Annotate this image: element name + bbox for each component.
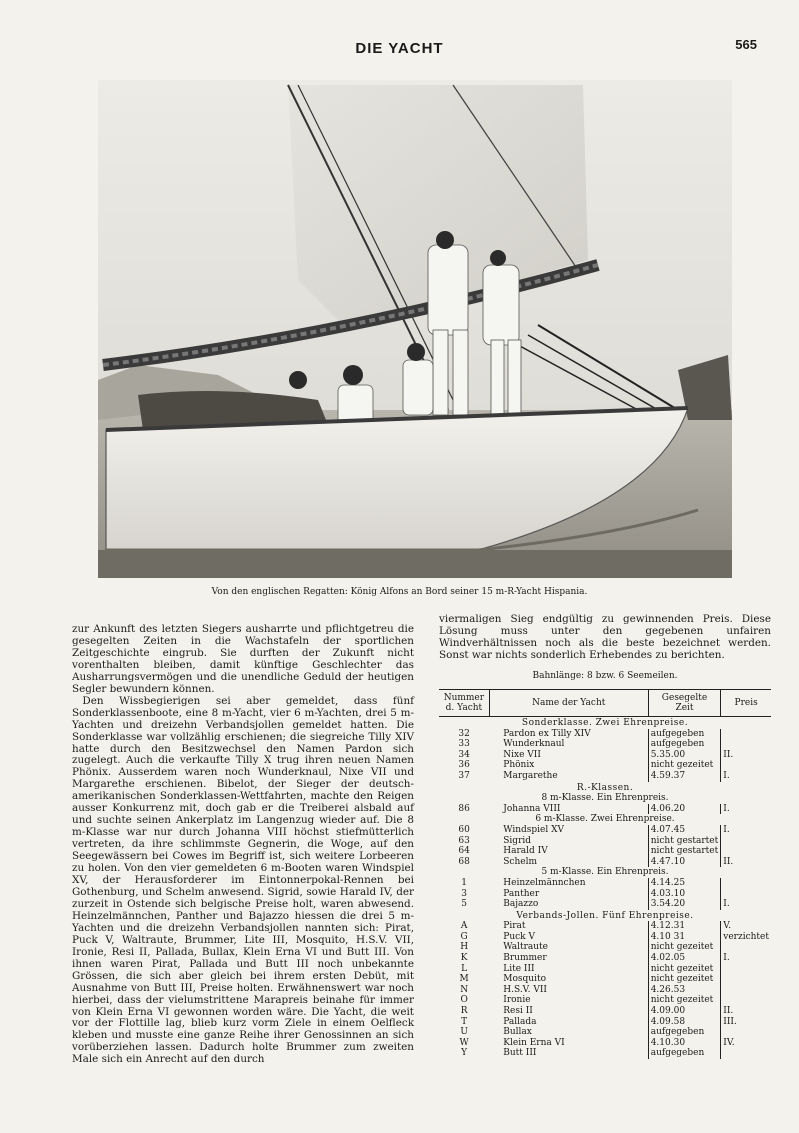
table-row [439, 899, 771, 910]
yacht-name: Resi II [503, 1006, 533, 1017]
running-header-title: DIE YACHT [355, 40, 444, 57]
prize-cell: IV. [721, 1038, 771, 1049]
table-row [439, 825, 771, 836]
page-number: 565 [735, 37, 757, 52]
prize-cell [721, 739, 771, 750]
left-column-text [72, 624, 414, 1066]
prize-cell [721, 889, 771, 900]
yacht-number: 60 [458, 824, 470, 835]
yacht-number: 68 [458, 856, 470, 867]
yacht-name: Nixe VII [503, 749, 541, 760]
prize-cell: verzichtet [721, 932, 771, 943]
prize-cell [721, 985, 771, 996]
sailed-time: 5.35.00 [648, 750, 721, 761]
yacht-number: 5 [461, 899, 467, 910]
prize-cell: I. [721, 804, 771, 815]
subclass-heading-row [439, 793, 771, 804]
table-row [439, 1017, 771, 1028]
yacht-name: Schelm [503, 856, 538, 867]
sailed-time: nicht gezeitet [648, 964, 721, 975]
table-row [439, 889, 771, 900]
prize-cell: I. [721, 825, 771, 836]
table-row [439, 942, 771, 953]
sailed-time: 4.09.00 [648, 1006, 721, 1017]
class-heading: Verbands-Jollen. Fünf Ehrenpreise. [516, 910, 694, 921]
table-row [439, 1048, 771, 1059]
prize-cell [721, 729, 771, 740]
table-row [439, 1027, 771, 1038]
table-row [439, 836, 771, 847]
table-row [439, 760, 771, 771]
sailed-time: nicht gezeitet [648, 995, 721, 1006]
class-heading: 5 m-Klasse. Ein Ehrenpreis. [541, 867, 669, 878]
results-table [439, 689, 771, 1059]
table-row [439, 953, 771, 964]
results-body [439, 717, 771, 1060]
right-column-intro: viermaligen Sieg endgültig zu gewinnenden Preis. Diese Lösung muss unter den gegebenen unfairen Windverhältnissen noch als die beste bezeichnet werden. Sonst war nichts sonderlich Erhebendes zu berichten. [439, 613, 771, 661]
yacht-number: U [460, 1027, 468, 1038]
sailed-time: nicht gestartet [648, 846, 721, 857]
prize-cell [721, 995, 771, 1006]
yacht-name: Brummer [503, 953, 547, 964]
header-time: Gesegelte Zeit [648, 690, 721, 717]
sailed-time: 4.12.31 [648, 921, 721, 932]
class-heading: R.-Klassen. [576, 782, 634, 793]
table-row [439, 729, 771, 740]
yacht-number: 64 [458, 846, 470, 857]
yacht-name: Pallada [503, 1016, 537, 1027]
yacht-number: 1 [461, 877, 467, 888]
sailed-time: 4.10 31 [648, 932, 721, 943]
yacht-number: O [460, 995, 468, 1006]
prize-cell [721, 1048, 771, 1059]
sailed-time: 4.09.58 [648, 1017, 721, 1028]
sailed-time: 3.54.20 [648, 899, 721, 910]
header-prize: Preis [721, 690, 771, 717]
yacht-name: Harald IV [503, 846, 548, 857]
yacht-number: H [460, 942, 469, 953]
sailed-time: nicht gezeitet [648, 760, 721, 771]
yacht-number: 33 [458, 739, 470, 750]
prize-cell [721, 974, 771, 985]
yacht-number: M [459, 974, 469, 985]
sailed-time: 4.06.20 [648, 804, 721, 815]
prize-cell: I. [721, 953, 771, 964]
yacht-name: Bullax [503, 1027, 532, 1038]
prize-cell: II. [721, 1006, 771, 1017]
yacht-number: A [460, 921, 468, 932]
prize-cell [721, 760, 771, 771]
prize-cell [721, 836, 771, 847]
yacht-name: Sigrid [503, 835, 532, 846]
prize-cell: III. [721, 1017, 771, 1028]
sailed-time: 4.10.30 [648, 1038, 721, 1049]
yacht-number: 37 [458, 770, 470, 781]
yacht-number: N [460, 984, 469, 995]
table-row [439, 804, 771, 815]
yacht-number: Y [461, 1048, 468, 1059]
table-row [439, 771, 771, 782]
yacht-number: T [461, 1016, 468, 1027]
table-row [439, 995, 771, 1006]
yacht-name: Windspiel XV [503, 824, 565, 835]
yacht-number: 36 [458, 760, 470, 771]
sailed-time: 4.47.10 [648, 857, 721, 868]
yacht-name: Waltraute [503, 942, 549, 953]
yacht-name: Wunderknaul [503, 739, 565, 750]
yacht-name: Mosquito [503, 974, 546, 985]
prize-cell: I. [721, 771, 771, 782]
prize-cell [721, 1027, 771, 1038]
table-row [439, 739, 771, 750]
table-row [439, 985, 771, 996]
yacht-name: H.S.V. VII [503, 984, 547, 995]
sailed-time: 4.59.37 [648, 771, 721, 782]
yacht-name: Puck V [503, 931, 535, 942]
yacht-name: Panther [503, 888, 540, 899]
yacht-number: 86 [458, 803, 470, 814]
prize-cell: II. [721, 750, 771, 761]
sailed-time: 4.02.05 [648, 953, 721, 964]
class-heading-row [439, 717, 771, 729]
sailed-time: aufgegeben [648, 739, 721, 750]
sailed-time: 4.14.25 [648, 878, 721, 889]
sailed-time: 4.03.10 [648, 889, 721, 900]
yacht-name: Lite III [503, 963, 535, 974]
yacht-name: Ironie [503, 995, 531, 1006]
yacht-name: Johanna VIII [503, 803, 561, 814]
table-header-row [439, 690, 771, 717]
class-heading: 6 m-Klasse. Zwei Ehrenpreise. [535, 814, 675, 825]
yacht-photo [98, 80, 732, 578]
paragraph: Den Wissbegierigen sei aber gemeldet, dass fünf Sonderklassenboote, eine 8 m-Yacht, vier 6 m-Yachten, drei 5 m-Yachten und dreizehn Verbandsjollen gemeldet hatten. Die Sonderklasse war vollzählig erschienen; die siegreiche Tilly XIV hatte durch den Besitzwechsel den Namen Pardon sich zugelegt. Auch die verkaufte Tilly X trug ihren neuen Namen Phönix. Ausserdem waren noch Wunderknaul, Nixe VII und Margarethe erschienen. Bibelot, der Sieger der deutsch-amerikanischen Sonderklassen-Wettfahrten, machte den Reigen ausser Konkurrenz mit, doch gab er die Treiberei alsbald auf und suchte seinen Ankerplatz im Langenzug wieder auf. Die 8 m-Klasse war nur durch Johanna VIII höchst stiefmütterlich vertreten, da ihre schlimmste Gegnerin, die Woge, auf den Seegewässern bei Cowes im Begriff ist, sich weitere Lorbeeren zu holen. Von den vier gemeldeten 6 m-Booten waren Windspiel XV, der Herausforderer im Eintonnerpokal-Rennen bei Gothenburg, und Schelm anwesend. Sigrid, sowie Harald IV, der zurzeit in Ostende sich belgische Preise holt, waren abwesend. Heinzelmännchen, Panther und Bajazzo hiessen die drei 5 m-Yachten und die dreizehn Verbandsjollen nannten sich: Pirat, Puck V, Waltraute, Brummer, Lite III, Mosquito, H.S.V. VII, Ironie, Resi II, Pallada, Bullax, Klein Erna VI und Butt III. Von ihnen waren Pirat, Pallada und Butt III noch unbekannte Grössen, die sich aber gleich bei ihrem ersten Debüt, mit Ausnahme von Butt III, Preise holten. Erwähnenswert war noch hierbei, dass der vielumstrittene Marapreis beinahe für immer von Klein Erna VI gewonnen worden wäre. Die Yacht, die weit vor der Flottille lag, blieb kurz vorm Ziele in einem Oelfleck kleben und musste eine ganze Reihe ihrer Genossinnen an sich vorüberziehen lassen. Dadurch holte Brummer zum zweiten Male sich ein Anrecht auf den durch [72, 694, 414, 1066]
yacht-name: Phönix [503, 760, 535, 771]
yacht-name: Heinzelmännchen [503, 877, 586, 888]
yacht-name: Margarethe [503, 770, 558, 781]
sailed-time: nicht gezeitet [648, 942, 721, 953]
table-row [439, 750, 771, 761]
table-row [439, 846, 771, 857]
yacht-number: K [460, 953, 468, 964]
table-row [439, 857, 771, 868]
prize-cell [721, 878, 771, 889]
yacht-number: 3 [461, 888, 467, 899]
prize-cell: II. [721, 857, 771, 868]
course-length: Bahnlänge: 8 bzw. 6 Seemeilen. [532, 671, 678, 681]
header-name: Name der Yacht [489, 690, 648, 717]
photo-caption: Von den englischen Regatten: König Alfons an Bord seiner 15 m-R-Yacht Hispania. [211, 587, 588, 597]
yacht-number: G [460, 931, 468, 942]
table-row [439, 921, 771, 932]
yacht-name: Pirat [503, 921, 526, 932]
yacht-name: Bajazzo [503, 899, 539, 910]
paragraph: zur Ankunft des letzten Siegers ausharrte und pflichtgetreu die gesegelten Zeiten in die Wachstafeln der sportlichen Zeitgeschichte eingrub. Sie durften der Zukunft nicht vorenthalten bleiben, damit künftige Geschlechter das Ausharrungsvermögen und die unendliche Geduld der heutigen Segler bewundern können. [72, 623, 414, 695]
prize-cell: V. [721, 921, 771, 932]
yacht-number: W [459, 1037, 469, 1048]
class-heading: 8 m-Klasse. Ein Ehrenpreis. [541, 793, 669, 804]
table-row [439, 1038, 771, 1049]
header-number: Nummer d. Yacht [439, 690, 489, 717]
prize-cell [721, 942, 771, 953]
sailed-time: nicht gestartet [648, 836, 721, 847]
yacht-number: L [461, 963, 468, 974]
class-heading: Sonderklasse. Zwei Ehrenpreise. [521, 718, 689, 728]
table-row [439, 974, 771, 985]
subclass-heading-row [439, 814, 771, 825]
table-row [439, 878, 771, 889]
table-row [439, 1006, 771, 1017]
prize-cell: I. [721, 899, 771, 910]
prize-cell [721, 846, 771, 857]
sailed-time: 4.26.53 [648, 985, 721, 996]
yacht-number: 63 [458, 835, 470, 846]
class-heading-row [439, 910, 771, 922]
sailed-time: 4.07.45 [648, 825, 721, 836]
yacht-name: Klein Erna VI [503, 1037, 565, 1048]
table-row [439, 964, 771, 975]
sailed-time: aufgegeben [648, 1048, 721, 1059]
prize-cell [721, 964, 771, 975]
sailed-time: aufgegeben [648, 729, 721, 740]
yacht-number: R [460, 1006, 468, 1017]
sailing-yacht-photo-icon [98, 80, 732, 578]
yacht-number: 32 [458, 728, 470, 739]
sailed-time: nicht gezeitet [648, 974, 721, 985]
yacht-name: Pardon ex Tilly XIV [503, 728, 591, 739]
yacht-name: Butt III [503, 1048, 537, 1059]
table-row [439, 932, 771, 943]
class-heading-row [439, 782, 771, 794]
yacht-number: 34 [458, 749, 470, 760]
subclass-heading-row [439, 867, 771, 878]
sailed-time: aufgegeben [648, 1027, 721, 1038]
